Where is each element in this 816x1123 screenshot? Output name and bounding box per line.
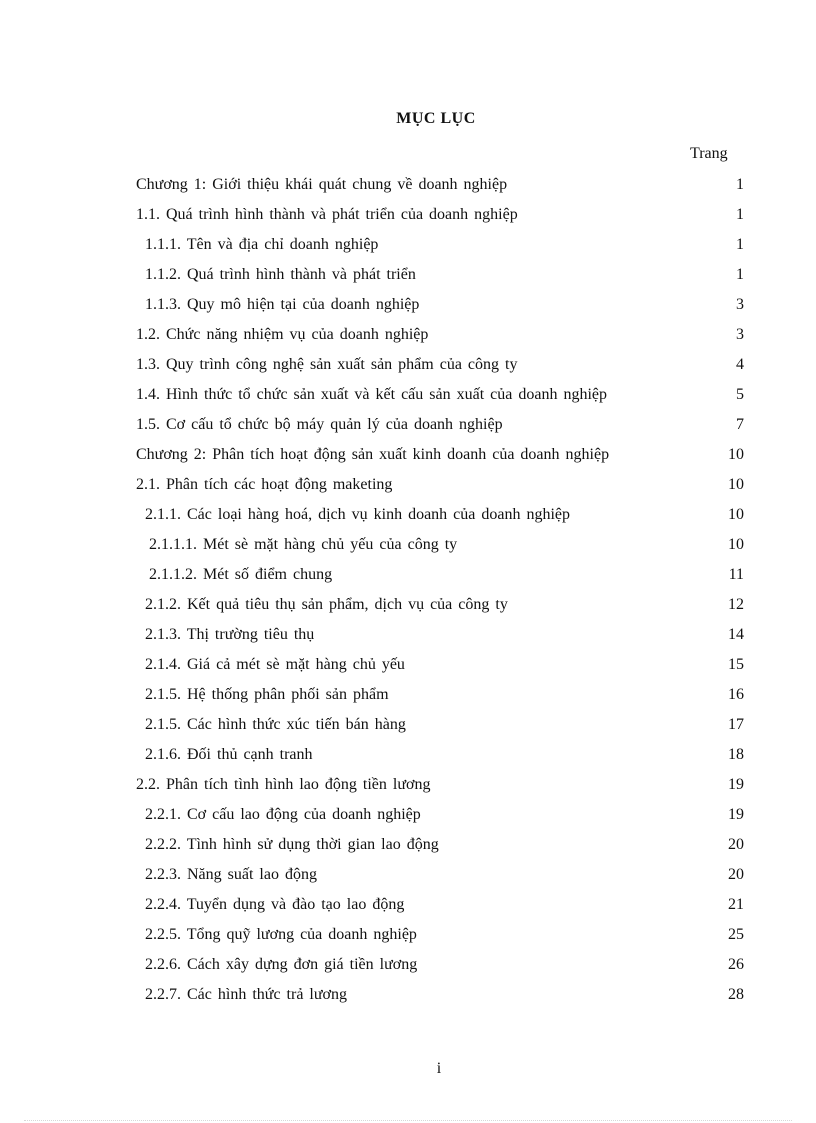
toc-entry-page-number: 1 [736,176,744,193]
toc-entry-page-number: 1 [736,266,744,283]
toc-entry-page-number: 19 [728,776,744,793]
toc-entry-page-number: 11 [728,566,744,583]
toc-entry-text: 2.1.1.1. Mét sè mặt hàng chủ yếu của công ty [149,536,458,553]
toc-entry-page-number: 3 [736,326,744,343]
toc-entry [136,560,744,590]
toc-entry-text: 2.2. Phân tích tình hình lao động tiền lương [136,776,431,793]
toc-entry [136,980,744,1010]
toc-entry-page-number: 19 [728,806,744,823]
toc-entry-page-number: 10 [728,536,744,553]
toc-entry-page-number: 4 [736,356,744,373]
page-bottom-divider [24,1120,792,1121]
toc-entry-text: 2.1.1. Các loại hàng hoá, dịch vụ kinh doanh của doanh nghiệp [145,506,571,523]
toc-entry-text: 1.4. Hình thức tổ chức sản xuất và kết cấu sản xuất của doanh nghiệp [136,386,607,403]
toc-entry [136,500,744,530]
toc-entry [136,200,744,230]
toc-entry-page-number: 1 [736,236,744,253]
toc-entry-page-number: 20 [728,866,744,883]
toc-entry-text: Chương 2: Phân tích hoạt động sản xuất kinh doanh của doanh nghiệp [136,446,610,463]
toc-entry [136,680,744,710]
toc-entry [136,260,744,290]
toc-entry [136,920,744,950]
toc-entry-text: 1.1. Quá trình hình thành và phát triển của doanh nghiệp [136,206,518,223]
toc-entry [136,650,744,680]
toc-entry-text: 2.2.1. Cơ cấu lao động của doanh nghiệp [145,806,421,823]
toc-entry [136,770,744,800]
toc-entry [136,380,744,410]
toc-entry-page-number: 1 [736,206,744,223]
toc-entry [136,830,744,860]
toc-entry-text: 1.5. Cơ cấu tổ chức bộ máy quản lý của doanh nghiệp [136,416,503,433]
page-title: MỤC LỤC [396,110,476,127]
page-number: i [436,1060,442,1077]
toc-entry-page-number: 7 [736,416,744,433]
toc-entry [136,950,744,980]
toc-entry-text: 2.2.5. Tổng quỹ lương của doanh nghiệp [145,926,417,943]
toc-entry-text: 2.2.3. Năng suất lao động [145,866,317,883]
toc-entry [136,620,744,650]
toc-entry-page-number: 26 [728,956,744,973]
toc-entry-page-number: 20 [728,836,744,853]
toc-entry-text: 1.1.2. Quá trình hình thành và phát triển [145,266,416,283]
toc-entry-page-number: 10 [728,476,744,493]
toc-entry [136,710,744,740]
page-column-header: Trang [690,145,728,162]
toc-entry-page-number: 16 [728,686,744,703]
toc-entry-page-number: 10 [728,446,744,463]
toc-entry [136,170,744,200]
toc-entry [136,320,744,350]
toc-entry-text: 2.2.7. Các hình thức trả lương [145,986,347,1003]
toc-entry-page-number: 14 [728,626,744,643]
toc-entry-text: 1.1.3. Quy mô hiện tại của doanh nghiệp [145,296,420,313]
toc-entry [136,860,744,890]
toc-entry-page-number: 10 [728,506,744,523]
toc-entry-text: 2.1.2. Kết quả tiêu thụ sản phẩm, dịch vụ của công ty [145,596,508,613]
toc-entry [136,470,744,500]
toc-entry [136,890,744,920]
toc-entry-page-number: 17 [728,716,744,733]
toc-entry-text: 1.1.1. Tên và địa chỉ doanh nghiệp [145,236,379,253]
toc-entry-text: 2.2.6. Cách xây dựng đơn giá tiền lương [145,956,418,973]
toc-entry-page-number: 25 [728,926,744,943]
toc-entry-text: 2.1.5. Các hình thức xúc tiến bán hàng [145,716,406,733]
toc-entry-page-number: 28 [728,986,744,1003]
toc-entry-text: 2.1.3. Thị trường tiêu thụ [145,626,315,643]
toc-entry-page-number: 5 [736,386,744,403]
table-of-contents [136,170,744,1010]
toc-entry [136,590,744,620]
toc-entry-page-number: 12 [728,596,744,613]
toc-entry-text: 2.1.4. Giá cả mét sè mặt hàng chủ yếu [145,656,405,673]
toc-entry [136,350,744,380]
toc-entry-text: 1.3. Quy trình công nghệ sản xuất sản phẩm của công ty [136,356,518,373]
toc-entry [136,800,744,830]
toc-entry-text: 2.1.6. Đối thủ cạnh tranh [145,746,313,763]
toc-entry-text: Chương 1: Giới thiệu khái quát chung về doanh nghiệp [136,176,508,193]
toc-entry-text: 2.2.4. Tuyển dụng và đào tạo lao động [145,896,405,913]
toc-entry-page-number: 21 [728,896,744,913]
toc-entry-text: 2.1. Phân tích các hoạt động maketing [136,476,393,493]
toc-entry [136,740,744,770]
toc-entry-page-number: 15 [728,656,744,673]
toc-entry [136,230,744,260]
toc-entry [136,530,744,560]
toc-entry-text: 1.2. Chức năng nhiệm vụ của doanh nghiệp [136,326,429,343]
toc-entry [136,290,744,320]
toc-entry-text: 2.1.1.2. Mét số điểm chung [149,566,333,583]
toc-entry [136,440,744,470]
toc-entry-text: 2.2.2. Tình hình sử dụng thời gian lao động [145,836,439,853]
toc-entry-page-number: 3 [736,296,744,313]
toc-entry-text: 2.1.5. Hệ thống phân phối sản phẩm [145,686,389,703]
toc-entry [136,410,744,440]
toc-entry-page-number: 18 [728,746,744,763]
